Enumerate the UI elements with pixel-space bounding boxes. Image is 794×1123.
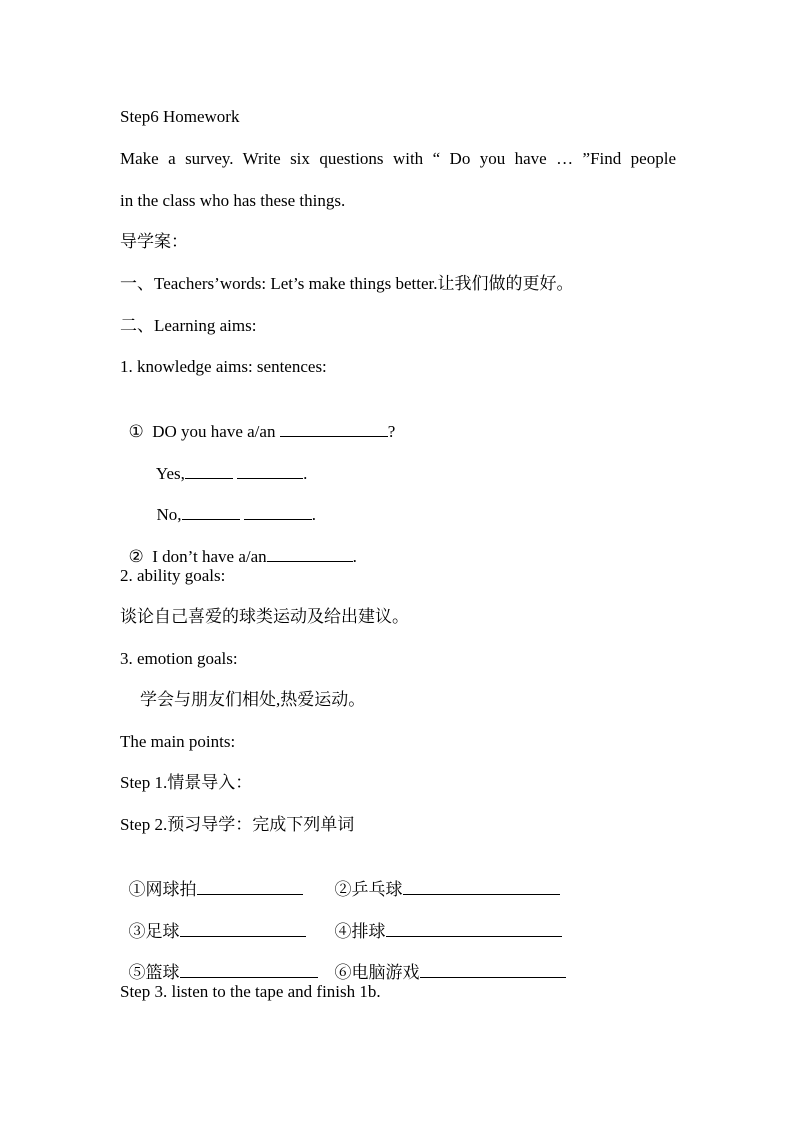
- sentence-2-blank: [267, 545, 353, 562]
- sentence-1-suffix: ?: [387, 422, 396, 441]
- yes-answer: [148, 440, 307, 485]
- sentence-2-prefix: ② I don’t have a/an: [128, 547, 267, 566]
- word-item: [326, 856, 560, 901]
- yes-prefix: Yes,: [155, 464, 185, 483]
- emotion-text: 学会与朋友们相处,热爱运动。: [140, 690, 366, 709]
- homework-line-2: in the class who has these things.: [120, 191, 346, 210]
- word-blank: [420, 961, 566, 978]
- ability-goals: 2. ability goals:: [120, 566, 226, 585]
- yes-suffix: .: [303, 464, 308, 483]
- word-blank: [386, 920, 562, 937]
- sentence-1-prefix: ① DO you have a/an: [128, 422, 280, 441]
- homework-heading: Step6 Homework: [120, 107, 240, 126]
- yes-blank-2: [237, 462, 303, 479]
- no-suffix: .: [311, 505, 317, 524]
- no-prefix: No,: [156, 505, 182, 524]
- sentence-1-blank: [280, 420, 388, 437]
- knowledge-aims: 1. knowledge aims: sentences:: [120, 357, 327, 376]
- no-blank-1: [182, 503, 240, 520]
- sentence-2: [120, 523, 357, 568]
- word-blank: [180, 961, 318, 978]
- sentence-1: [120, 398, 395, 443]
- word-blank: [180, 920, 306, 937]
- yes-blank-1: [185, 462, 233, 479]
- word-label: ①网球拍: [128, 880, 197, 899]
- word-item: [326, 939, 566, 984]
- learning-aims: 二、Learning aims:: [120, 316, 257, 335]
- word-item: [326, 898, 562, 943]
- ability-text: 谈论自己喜爱的球类运动及给出建议。: [120, 607, 409, 626]
- no-blank-2: [244, 503, 312, 520]
- guide-title: 导学案：: [120, 232, 188, 251]
- word-blank: [197, 878, 303, 895]
- word-blank: [403, 878, 560, 895]
- teachers-words: 一、Teachers’words: Let’s make things better.让我们做的更好。: [120, 274, 574, 293]
- homework-line-1: Make a survey. Write six questions with “ Do you have … ”Find people: [120, 149, 676, 168]
- step-3: Step 3. listen to the tape and finish 1b.: [120, 982, 381, 1001]
- step-2: Step 2.预习导学：完成下列单词: [120, 815, 355, 834]
- no-answer: [148, 481, 316, 526]
- word-label: ④排球: [334, 922, 386, 941]
- word-item: [120, 939, 318, 984]
- word-item: [120, 856, 303, 901]
- sentence-2-suffix: .: [352, 547, 357, 566]
- word-label: ⑤篮球: [128, 963, 180, 982]
- word-label: ②乒乓球: [334, 880, 403, 899]
- word-label: ⑥电脑游戏: [334, 963, 420, 982]
- word-item: [120, 898, 306, 943]
- main-points: The main points:: [120, 732, 236, 751]
- emotion-goals: 3. emotion goals:: [120, 649, 238, 668]
- word-label: ③足球: [128, 922, 180, 941]
- step-1: Step 1.情景导入：: [120, 773, 253, 792]
